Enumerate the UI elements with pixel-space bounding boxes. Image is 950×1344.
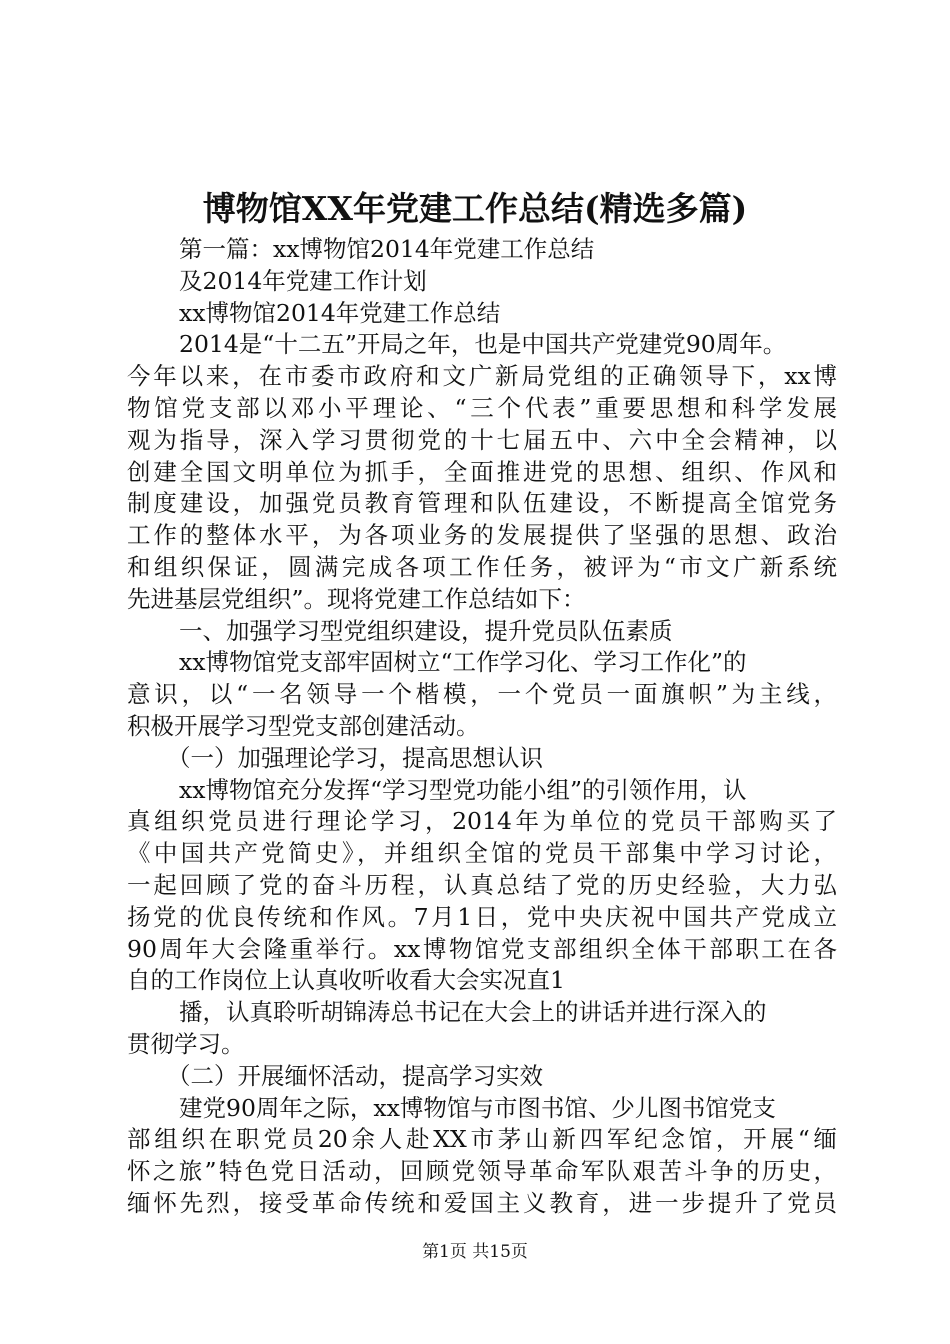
text-line: 积极开展学习型党支部创建活动。 — [127, 711, 480, 740]
text-line: 部组织在职党员20余人赴XX市茅山新四军纪念馆，开展“缅 — [127, 1125, 837, 1154]
text-line: 物馆党支部以邓小平理论、“三个代表”重要思想和科学发展 — [127, 393, 837, 422]
text-line: 自的工作岗位上认真收听收看大会实况直1 — [127, 966, 565, 995]
text-line: 先进基层党组织”。现将党建工作总结如下： — [127, 584, 586, 613]
text-line: 90周年大会隆重举行。xx博物馆党支部组织全体干部职工在各 — [127, 934, 837, 963]
text-line: 工作的整体水平，为各项业务的发展提供了坚强的思想、政治 — [127, 521, 837, 550]
text-line: xx博物馆2014年党建工作总结 — [179, 298, 501, 327]
text-line: 创建全国文明单位为抓手，全面推进党的思想、组织、作风和 — [127, 457, 837, 486]
text-line: 和组织保证，圆满完成各项工作任务，被评为“市文广新系统 — [127, 552, 837, 581]
page-number: 第1页 共15页 — [422, 1242, 528, 1262]
text-line: xx博物馆党支部牢固树立“工作学习化、学习工作化”的 — [179, 648, 747, 677]
text-line: 第一篇：xx博物馆2014年党建工作总结 — [179, 235, 595, 263]
text-line: 2014是“十二五”开局之年，也是中国共产党建党90周年。 — [179, 330, 787, 359]
text-line: 制度建设，加强党员教育管理和队伍建设，不断提高全馆党务 — [127, 489, 837, 518]
text-line: 贯彻学习。 — [127, 1029, 245, 1058]
text-line: 建党90周年之际，xx博物馆与市图书馆、少儿图书馆党支 — [179, 1093, 776, 1122]
subsection-heading: （二）开展缅怀活动，提高学习实效 — [167, 1061, 543, 1090]
text-line: 扬党的优良传统和作风。7月1日，党中央庆祝中国共产党成立 — [127, 902, 837, 931]
text-line: 怀之旅”特色党日活动，回顾党领导革命军队艰苦斗争的历史， — [127, 1157, 837, 1186]
text-line: xx博物馆充分发挥“学习型党功能小组”的引领作用，认 — [179, 775, 747, 804]
text-line: 一起回顾了党的奋斗历程，认真总结了党的历史经验，大力弘 — [127, 870, 837, 899]
document-title: 博物馆XX年党建工作总结(精选多篇) — [202, 189, 748, 228]
text-line: 缅怀先烈，接受革命传统和爱国主义教育，进一步提升了党员 — [127, 1188, 837, 1217]
document-body — [127, 234, 837, 1220]
text-line: 意识，以“一名领导一个楷模，一个党员一面旗帜”为主线， — [127, 680, 837, 709]
text-line: 播，认真聆听胡锦涛总书记在大会上的讲话并进行深入的 — [179, 998, 767, 1027]
subsection-heading: （一）加强理论学习，提高思想认识 — [167, 743, 543, 772]
text-line: 真组织党员进行理论学习，2014年为单位的党员干部购买了 — [127, 807, 837, 836]
text-line: 及2014年党建工作计划 — [179, 266, 427, 295]
text-line: 观为指导，深入学习贯彻党的十七届五中、六中全会精神，以 — [127, 425, 837, 454]
section-heading: 一、加强学习型党组织建设，提升党员队伍素质 — [179, 616, 673, 645]
text-line: 今年以来，在市委市政府和文广新局党组的正确领导下，xx博 — [127, 362, 837, 391]
text-line: 《中国共产党简史》，并组织全馆的党员干部集中学习讨论， — [127, 839, 837, 868]
